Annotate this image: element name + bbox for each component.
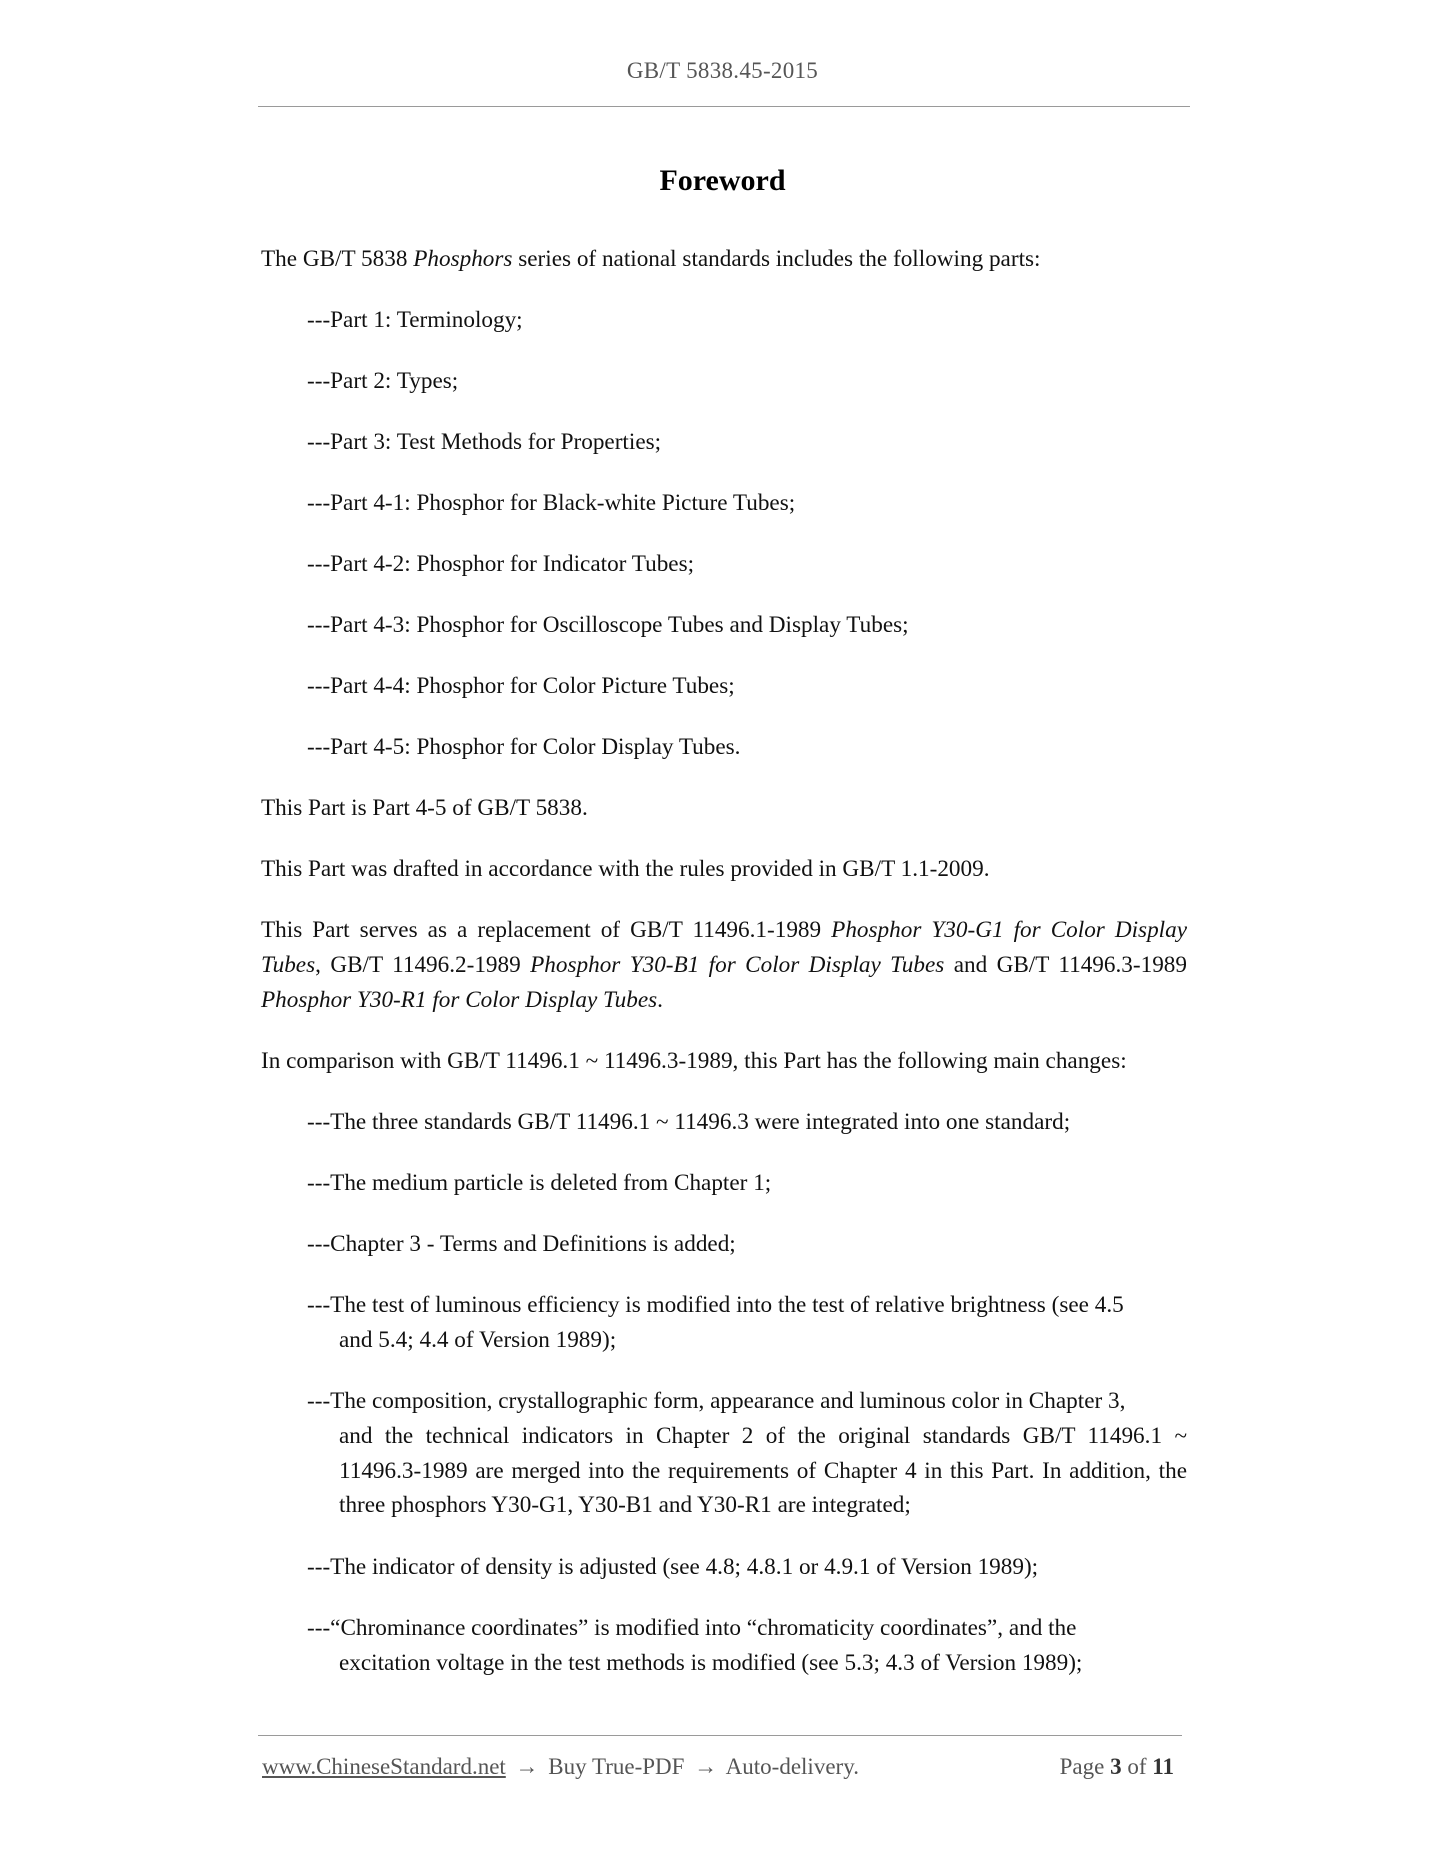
change-list-item: ---The test of luminous efficiency is modified into the test of relative brightness (see 4.5 and 5.4; 4.4 of Version 1989);: [307, 1292, 1124, 1353]
change-list-item: ---The composition, crystallographic form, appearance and luminous color in Chapter 3, and the technical indicators in Chapter 2 of the original standards GB/T 11496.1 ~ 11496.3-1989 are merged into the requirements of Chapter 4 in this Part. In addition, the three phosphors Y30-G1, Y30-B1 and Y30-R1 are integrated;: [307, 1388, 1187, 1519]
part-list-item: ---Part 4-2: Phosphor for Indicator Tubes;: [307, 551, 695, 577]
footer-promo: [262, 1754, 859, 1780]
change-list-item: ---The indicator of density is adjusted (see 4.8; 4.8.1 or 4.9.1 of Version 1989);: [307, 1554, 1039, 1580]
replaced-standard-title: Phosphor Y30-B1 for Color Display Tubes: [530, 951, 945, 978]
change-list-item: ---Chapter 3 - Terms and Definitions is added;: [307, 1231, 736, 1257]
site-link[interactable]: www.ChineseStandard.net: [262, 1754, 506, 1779]
part-list-item: ---Part 4-5: Phosphor for Color Display Tubes.: [307, 734, 741, 760]
page-footer: [262, 1754, 1182, 1788]
arrow-right-icon: →: [694, 1754, 718, 1779]
page-indicator: Page 3 of 11: [1059, 1754, 1174, 1779]
current-page-number: 3: [1110, 1754, 1122, 1779]
auto-delivery-text: Auto-delivery.: [725, 1754, 859, 1779]
header-divider: [258, 106, 1190, 107]
change-list-item: ---The medium particle is deleted from Chapter 1;: [307, 1170, 772, 1196]
part-list-item: ---Part 3: Test Methods for Properties;: [307, 429, 662, 455]
footer-divider: [258, 1735, 1182, 1736]
intro-paragraph: [261, 242, 1187, 277]
total-page-count: 11: [1152, 1754, 1174, 1779]
intro-italic-title: Phosphors: [413, 246, 513, 272]
buy-pdf-text: Buy True-PDF: [548, 1754, 685, 1779]
change-list-item: ---“Chrominance coordinates” is modified into “chromaticity coordinates”, and the excitation voltage in the test methods is modified (see 5.3; 4.3 of Version 1989);: [307, 1615, 1083, 1676]
replaced-standard-title: Phosphor Y30-R1 for Color Display Tubes: [261, 986, 658, 1013]
page-title: Foreword: [659, 164, 786, 197]
part-list-item: ---Part 4-3: Phosphor for Oscilloscope Tubes and Display Tubes;: [307, 612, 909, 638]
part-list-item: ---Part 4-1: Phosphor for Black-white Picture Tubes;: [307, 490, 796, 516]
intro-text: The GB/T 5838: [261, 246, 414, 272]
document-id-header: GB/T 5838.45-2015: [626, 58, 819, 83]
part-list-item: ---Part 4-4: Phosphor for Color Picture Tubes;: [307, 673, 735, 699]
arrow-right-icon: →: [515, 1754, 539, 1779]
part-list-item: ---Part 1: Terminology;: [307, 307, 523, 333]
part-statement-paragraph: This Part is Part 4-5 of GB/T 5838.: [261, 795, 588, 821]
comparison-paragraph: In comparison with GB/T 11496.1 ~ 11496.3-1989, this Part has the following main changes:: [261, 1048, 1127, 1074]
part-list-item: ---Part 2: Types;: [307, 368, 459, 394]
change-list-item: ---The three standards GB/T 11496.1 ~ 11496.3 were integrated into one standard;: [307, 1109, 1071, 1135]
replacement-paragraph: This Part serves as a replacement of GB/T 11496.1-1989 Phosphor Y30-G1 for Color Display Tubes, GB/T 11496.2-1989 Phosphor Y30-B1 for Color Display Tubes and GB/T 11496.3-1989 Phosphor Y30-R1 for Color Display Tubes.: [261, 917, 1187, 1013]
replaced-standard-title: Phosphor Y30-G1 for Color Display Tubes: [261, 917, 1187, 978]
intro-text-end: series of national standards includes the following parts:: [512, 246, 1041, 272]
drafting-rules-paragraph: This Part was drafted in accordance with the rules provided in GB/T 1.1-2009.: [261, 856, 990, 882]
